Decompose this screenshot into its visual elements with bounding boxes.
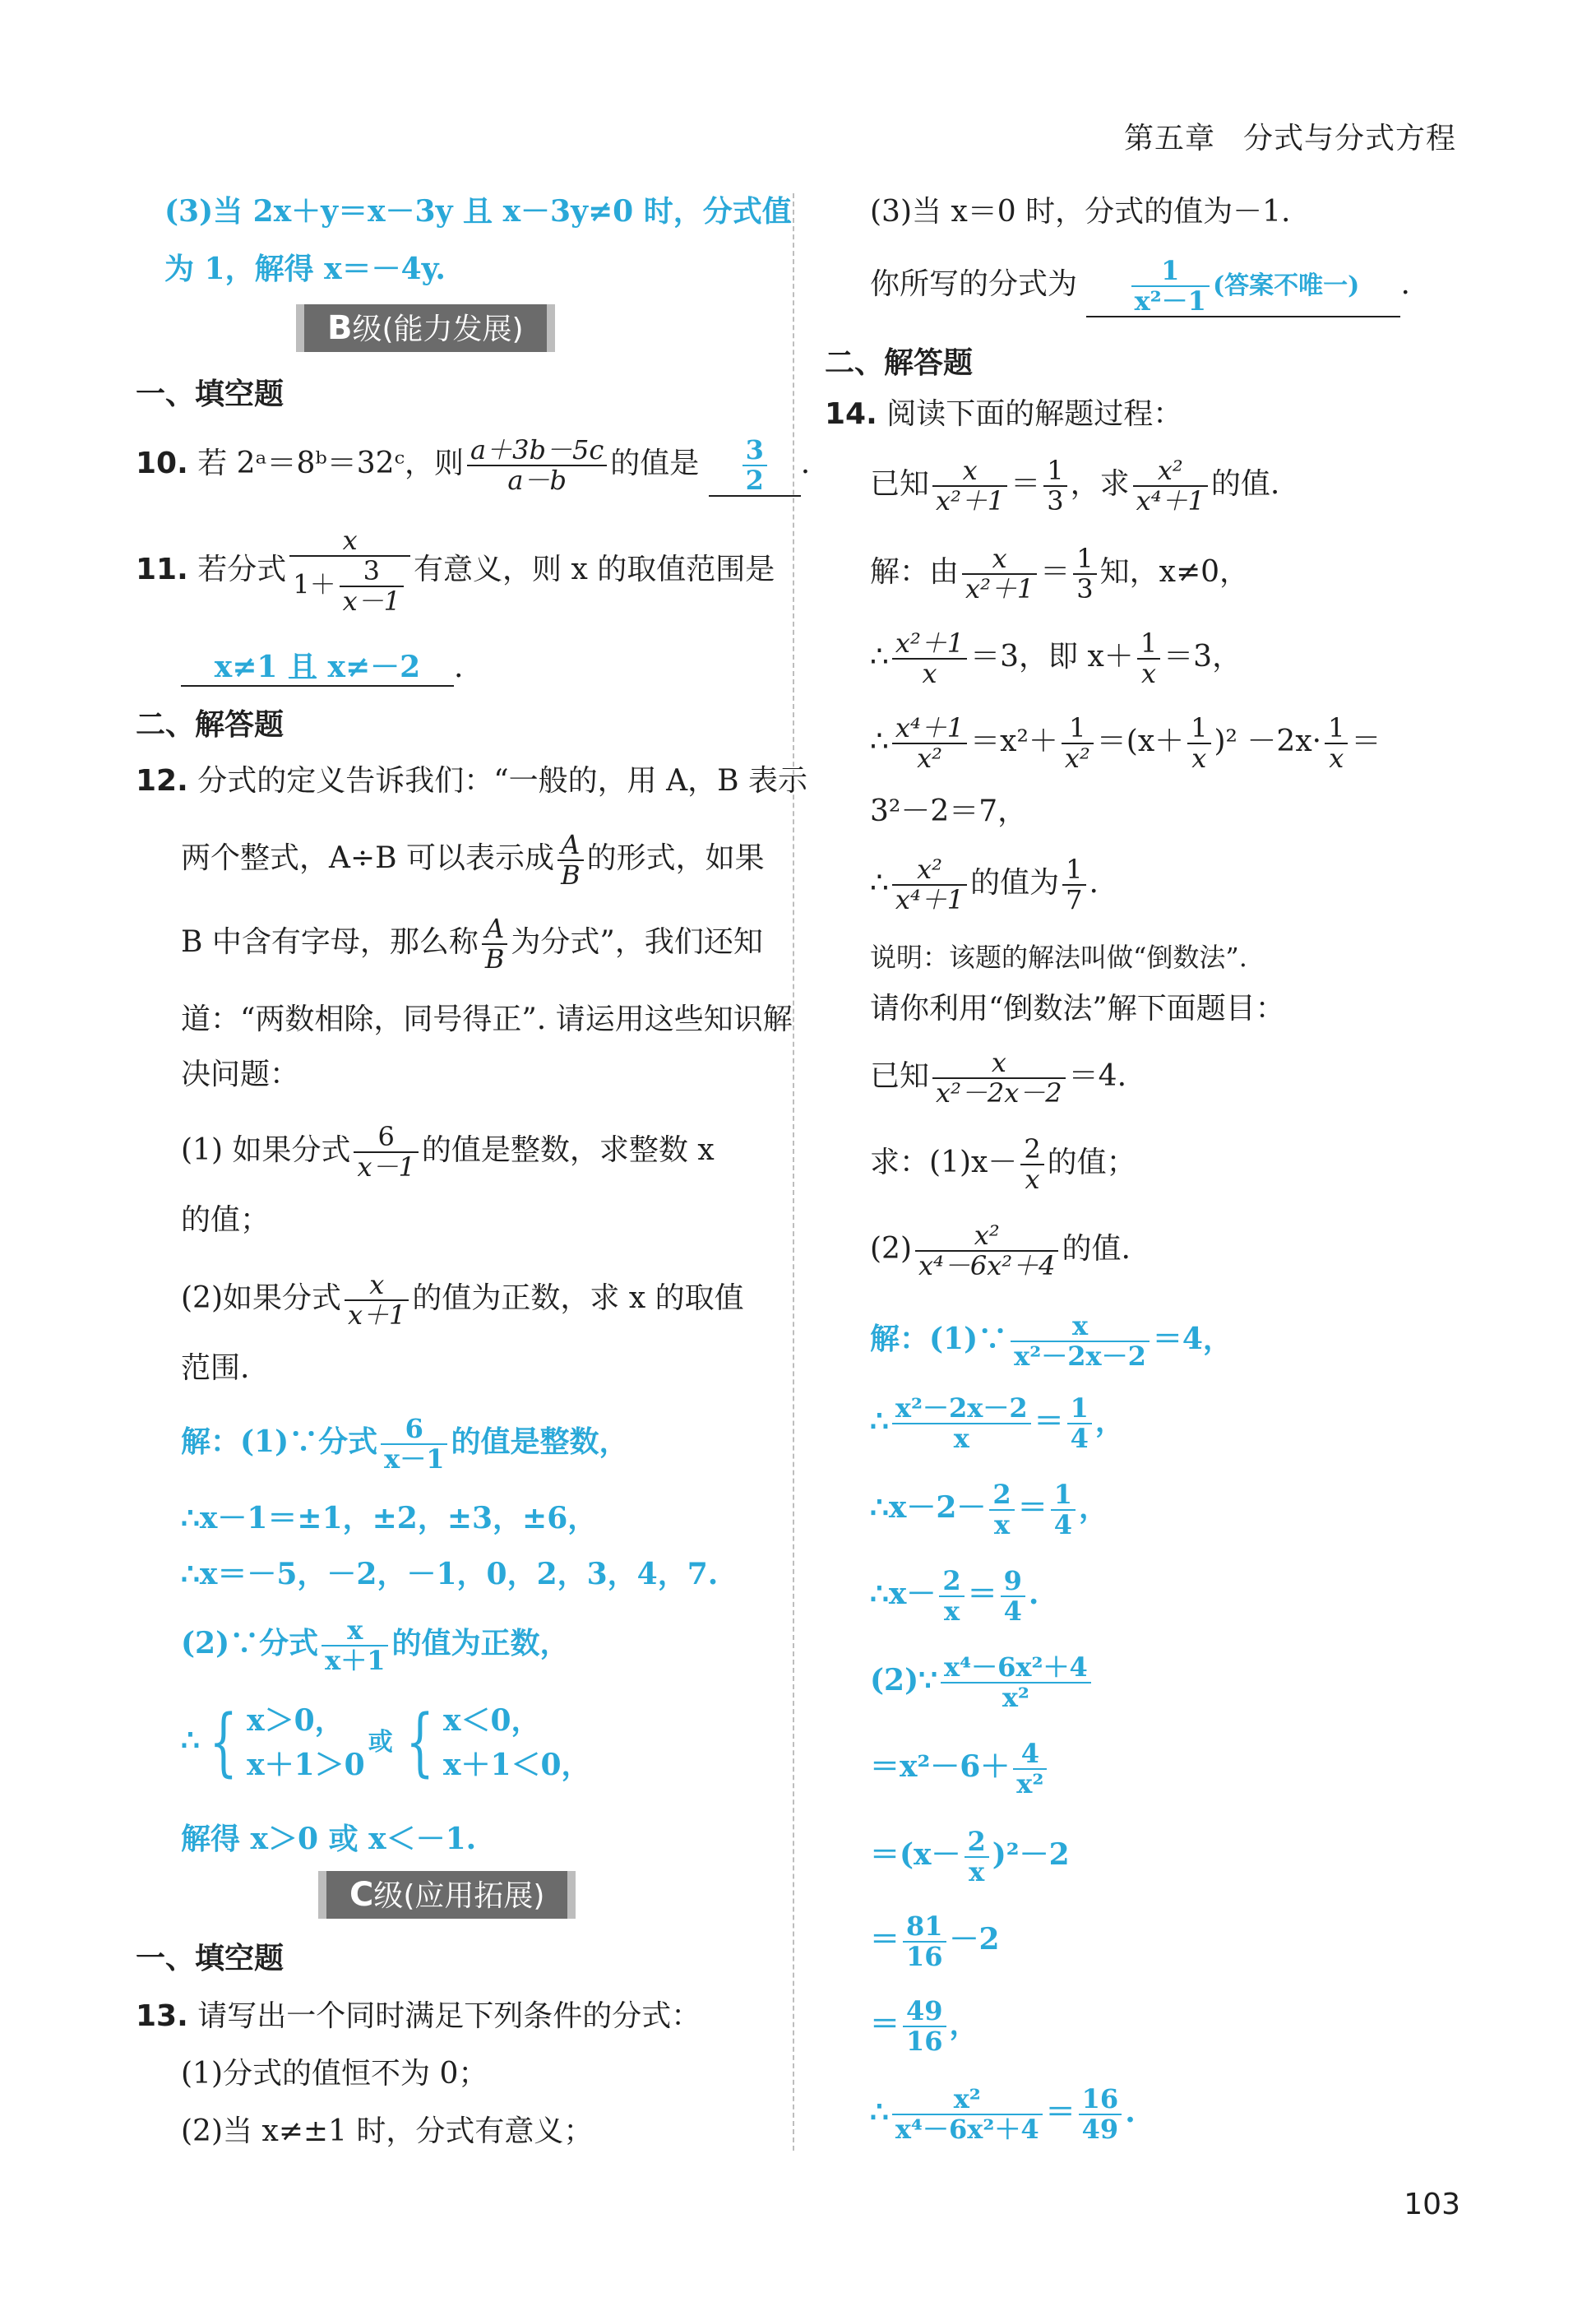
denominator: x²－2x－2 (936, 1077, 1062, 1109)
answer-part2-final (870, 2085, 1136, 2144)
numerator: x² (915, 1221, 1058, 1252)
answer-2-value (1067, 1394, 1092, 1453)
q12-solution-result: 解得 x＞0 或 x＜－1. (181, 1822, 477, 1856)
q14-given-fraction (932, 456, 1007, 516)
q10-denominator: a－b (507, 465, 567, 497)
section-answer-questions: 二、解答题 (136, 708, 285, 742)
q13-end: . (1400, 267, 1410, 302)
chapter-number: 第五章 (1123, 122, 1215, 155)
denominator: x (994, 1509, 1011, 1541)
q12-solution-1-text: 解：(1)∵分式 (181, 1424, 378, 1460)
q10-text: 若 2ᵃ＝8ᵇ＝32ᶜ，则 (197, 447, 465, 481)
q13-answer-denominator: x²－1 (1134, 285, 1206, 317)
q10-answer-blank (709, 436, 801, 497)
question-number: 12. (136, 764, 188, 798)
q14-step-4 (870, 855, 1099, 915)
answer-4-fraction (939, 1567, 964, 1626)
q12-part2 (181, 1271, 744, 1330)
q14-request-2 (870, 1221, 1131, 1281)
denominator: x (1329, 743, 1344, 775)
denominator: x (943, 1595, 960, 1628)
therefore: ∴ (870, 725, 889, 759)
q10-end: . (800, 447, 811, 481)
denominator: x (922, 658, 937, 690)
q12-part1-text: (1) 如果分式 (181, 1133, 351, 1168)
q11-text-post: 有意义，则 x 的取值范围是 (414, 552, 775, 586)
denominator: x⁴－6x²＋4 (895, 2114, 1039, 2146)
question-number: 13. (136, 1999, 188, 2033)
q14-given (870, 456, 1279, 516)
q11-end: . (454, 651, 464, 684)
denominator: x²－2x－2 (1014, 1341, 1146, 1373)
q12-solution-3: ∴x＝－5，－2，－1，0，2，3，4，7. (181, 1557, 719, 1591)
q12-solution-1 (181, 1415, 629, 1474)
therefore: ∴ (870, 1404, 889, 1439)
numerator: 1 (1062, 855, 1085, 886)
answer-2-fraction (892, 1394, 1031, 1453)
q12-solution-4-denominator: x＋1 (325, 1645, 386, 1677)
numerator: 1 (1062, 714, 1094, 744)
q10-fraction (467, 436, 607, 495)
step-2-mid: ＝3，即 x＋ (970, 640, 1134, 674)
numerator: x⁴－6x²＋4 (941, 1653, 1091, 1683)
q11-inner-numerator: 3 (340, 557, 404, 587)
denominator: 49 (1081, 2114, 1119, 2146)
denominator: x²＋1 (936, 485, 1005, 517)
numerator: 16 (1079, 2085, 1122, 2115)
q14-goal-fraction (1133, 456, 1208, 516)
system-a (247, 1698, 365, 1787)
or-word: 或 (368, 1728, 393, 1757)
q12-line3 (181, 915, 763, 974)
numerator: 1 (1187, 714, 1210, 744)
q12-fraction-numerator: A (482, 915, 508, 945)
q12-line2 (181, 831, 765, 890)
q14-given-pre: 已知 (870, 467, 930, 502)
q12-solution-1-numerator: 6 (381, 1415, 447, 1445)
therefore: ∴ (870, 640, 889, 674)
numerator: 2 (1020, 1135, 1043, 1165)
q13-answer-line (870, 257, 1410, 317)
q12-fraction-denominator: B (561, 859, 581, 892)
q14-step-2 (870, 629, 1242, 688)
q12-solution-4-post: 的值为正数， (391, 1626, 570, 1661)
step-1-fraction (962, 544, 1037, 604)
part2-final-fraction (892, 2085, 1043, 2144)
question-10 (136, 436, 810, 497)
section-answer-questions-2: 二、解答题 (825, 346, 974, 380)
request-2-fraction (915, 1221, 1058, 1281)
denominator: 4 (1053, 1509, 1072, 1541)
answer-3-end: ， (1078, 1490, 1108, 1526)
answer-step-3 (870, 1480, 1108, 1540)
numerator: 81 (903, 1912, 946, 1943)
step-3-m2: ＝(x＋ (1096, 725, 1185, 759)
numerator: 2 (989, 1480, 1014, 1511)
q10-answer-numerator: 3 (742, 436, 767, 466)
q10-answer-denominator: 2 (745, 465, 764, 497)
step-3-end: ＝ (1351, 725, 1381, 759)
q12-part1-denominator: x－1 (357, 1151, 415, 1183)
denominator: x (1025, 1164, 1040, 1196)
q11-answer-blank: x≠1 且 x≠－2 (181, 650, 454, 687)
answer-4-value (1001, 1567, 1025, 1626)
page-number: 103 (1404, 2188, 1460, 2221)
equals: ＝ (1017, 1490, 1048, 1526)
q12-line4: 道：“两数相除，同号得正”. 请运用这些知识解 (181, 1003, 793, 1036)
q13-condition-1: (1)分式的值恒不为 0； (181, 2057, 488, 2091)
part2-step5-post: ， (949, 2007, 979, 2042)
q13-answer-prompt: 你所写的分式为 (870, 267, 1078, 302)
numerator: 1 (1051, 1480, 1076, 1511)
step-3-fraction-b (1187, 714, 1210, 773)
numerator: 9 (1001, 1567, 1025, 1597)
q14-note: 说明：该题的解法叫做“倒数法”. (870, 942, 1247, 973)
system-b-row1: x＜0， (443, 1703, 541, 1738)
step-2-fraction (892, 629, 967, 688)
part2-step3-pre: ＝(x－ (870, 1837, 961, 1873)
q9-part3-answer-line2: 为 1，解得 x＝－4y. (164, 252, 446, 286)
q12-solution-2: ∴x－1＝±1，±2，±3，±6， (181, 1501, 598, 1535)
answer-part2-step-1 (870, 1653, 1094, 1712)
answer-4-end: . (1028, 1577, 1039, 1612)
q12-solution-4-fraction (322, 1616, 388, 1675)
denominator: 3 (1076, 573, 1094, 605)
level-c-label: 级(应用拓展) (373, 1879, 545, 1913)
part2-final-value (1079, 2085, 1122, 2144)
part2-step5-pre: ＝ (870, 2007, 900, 2042)
part2-step3-fraction (965, 1827, 989, 1887)
denominator: x² (1002, 1682, 1029, 1714)
part2-step2-pre: ＝x²－6＋ (870, 1749, 1011, 1785)
q14-ask: 请你利用“倒数法”解下面题目： (870, 992, 1285, 1026)
q11-answer-line (181, 650, 463, 687)
denominator: 7 (1066, 884, 1083, 916)
q14-step-3 (870, 714, 1381, 773)
denominator: x⁴－6x²＋4 (918, 1250, 1056, 1282)
q12-part1-post: 的值是整数，求整数 x (421, 1133, 715, 1168)
answer-step-1 (870, 1312, 1233, 1371)
therefore-symbol: ∴ (181, 1723, 200, 1758)
q12-text-3: B 中含有字母，那么称 (181, 925, 479, 960)
request-1-post: 的值； (1047, 1146, 1136, 1180)
section-fill-blank: 一、填空题 (136, 377, 285, 411)
q14-text: 阅读下面的解题过程： (886, 397, 1183, 431)
numerator: x² (1133, 456, 1208, 487)
chapter-header (1124, 115, 1456, 157)
step-1-value (1073, 544, 1096, 604)
q12-solution-system (181, 1698, 591, 1787)
q12-fraction-ab (557, 831, 584, 890)
equals: ＝ (967, 1577, 997, 1612)
numerator: x (962, 544, 1037, 575)
q12-part1 (181, 1123, 715, 1182)
q14-given-value (1043, 456, 1066, 516)
q12-part2-fraction (345, 1271, 409, 1330)
answer-part2-step-3 (870, 1827, 1070, 1887)
step-3-m1: ＝x²＋ (970, 725, 1058, 759)
left-brace: { (209, 1699, 238, 1785)
denominator: 4 (1070, 1423, 1089, 1455)
answer-step-2 (870, 1394, 1125, 1453)
q12-text-2: 两个整式，A÷B 可以表示成 (181, 841, 555, 876)
step-3-fraction-a (1062, 714, 1094, 773)
step-4-mid: 的值为 (970, 866, 1060, 901)
numerator: 1 (1325, 714, 1348, 744)
q12-text-3-post: 为分式”，我们还知 (511, 925, 763, 960)
q12-fraction-numerator: A (557, 831, 584, 861)
question-14 (825, 396, 1182, 432)
equals: ＝ (1011, 467, 1041, 502)
q11-text: 若分式 (197, 552, 287, 586)
q13-condition-3: (3)当 x＝0 时，分式的值为－1. (870, 195, 1291, 229)
q11-fraction (289, 526, 410, 617)
numerator: 1 (1067, 1394, 1092, 1424)
system-a-row1: x＞0， (247, 1703, 345, 1738)
q12-fraction-ab-2 (482, 915, 508, 974)
denominator: 16 (906, 2026, 943, 2058)
q14-new-given (870, 1049, 1126, 1108)
denominator: x⁴＋1 (1136, 485, 1205, 517)
part2-final-end: . (1125, 2095, 1136, 2130)
request-2-post: 的值. (1062, 1232, 1131, 1267)
numerator: x² (892, 2085, 1043, 2115)
q12-part2-numerator: x (345, 1271, 409, 1301)
numerator: x² (892, 855, 967, 886)
question-number: 14. (825, 397, 877, 431)
denominator: 3 (1047, 485, 1064, 517)
section-fill-blank-c: 一、填空题 (136, 1942, 285, 1975)
q11-denominator (289, 557, 410, 616)
therefore: ∴ (870, 866, 889, 901)
answer-1-post: ＝4， (1152, 1322, 1233, 1357)
q13-text: 请写出一个同时满足下列条件的分式： (197, 1999, 701, 2033)
answer-3-value (1051, 1480, 1076, 1540)
answer-1-fraction (1011, 1312, 1150, 1371)
step-4-value (1062, 855, 1085, 915)
q12-solution-4-text: (2)∵分式 (181, 1626, 319, 1661)
step-3-fraction-c (1325, 714, 1348, 773)
answer-step-4 (870, 1567, 1039, 1626)
q12-part2-post: 的值为正数，求 x 的取值 (412, 1281, 744, 1316)
step-3-m3: )² －2x· (1214, 725, 1322, 759)
left-brace: { (405, 1699, 434, 1785)
q12-part1-line2: 的值； (181, 1203, 271, 1237)
numerator: x (1011, 1312, 1150, 1342)
q12-solution-1-fraction (381, 1415, 447, 1474)
numerator: 2 (939, 1567, 964, 1597)
denominator: 16 (906, 1941, 943, 1973)
answer-1-pre: 解：(1)∵ (870, 1322, 1008, 1357)
denominator: x (1140, 658, 1157, 690)
question-13 (136, 1998, 701, 2034)
q12-fraction-denominator: B (484, 943, 505, 975)
new-given-fraction (932, 1049, 1066, 1108)
q13-answer-numerator: 1 (1131, 257, 1210, 287)
part2-step3-post: )²－2 (992, 1837, 1070, 1873)
answer-part2-step-4 (870, 1912, 1000, 1971)
q12-part2-text: (2)如果分式 (181, 1281, 341, 1316)
part2-step5-fraction (903, 1997, 946, 2056)
step-2-fraction-b (1137, 629, 1160, 688)
denominator: x (1191, 743, 1207, 775)
numerator: 2 (965, 1827, 989, 1858)
answer-part2-step-2 (870, 1739, 1050, 1799)
q9-part3-answer-line1: (3)当 2x＋y＝x－3y 且 x－3y≠0 时，分式值 (164, 194, 792, 229)
q10-text-post: 的值是 (610, 447, 700, 481)
denominator: x² (1016, 1768, 1044, 1800)
q14-request-1 (870, 1135, 1136, 1194)
system-b (443, 1698, 591, 1787)
request-2-pre: (2) (870, 1232, 912, 1267)
numerator: 49 (903, 1997, 946, 2027)
denominator: x²＋1 (965, 573, 1034, 605)
q13-condition-2: (2)当 x≠±1 时，分式有意义； (181, 2114, 594, 2148)
step-3-fraction (892, 714, 967, 773)
q11-inner-denominator: x－1 (342, 586, 401, 618)
numerator: x (932, 456, 1007, 487)
numerator: 1 (1073, 544, 1096, 575)
q12-solution-1-denominator: x－1 (384, 1443, 445, 1475)
q12-solution-4 (181, 1616, 570, 1675)
part2-fraction (941, 1653, 1091, 1712)
numerator: 1 (1043, 456, 1066, 487)
answer-2-end: ， (1094, 1404, 1125, 1439)
denominator: x² (917, 743, 942, 775)
q10-numerator: a＋3b－5c (467, 436, 607, 466)
new-given-pre: 已知 (870, 1059, 930, 1094)
q11-denominator-lead: 1＋ (293, 568, 336, 600)
part2-step4-fraction (903, 1912, 946, 1971)
equals: ＝ (1045, 2095, 1076, 2130)
q11-numerator: x (289, 526, 410, 557)
request-1-fraction (1020, 1135, 1043, 1194)
q12-text-1: 分式的定义告诉我们：“一般的，用 A，B 表示 (197, 764, 807, 798)
level-b-label: 级(能力发展) (352, 313, 524, 346)
question-number: 10. (136, 447, 188, 481)
answer-part2-step-5 (870, 1997, 979, 2056)
q12-part2-line2: 范围. (181, 1351, 250, 1385)
numerator: 1 (1137, 629, 1160, 660)
q10-answer-fraction (742, 436, 767, 495)
q12-solution-1-post: 的值是整数， (451, 1424, 629, 1460)
answer-3-fraction (989, 1480, 1014, 1540)
step-2-post: ＝3， (1163, 640, 1242, 674)
therefore: ∴ (870, 2095, 889, 2130)
part2-step4-pre: ＝ (870, 1922, 900, 1957)
q12-part1-fraction (354, 1123, 418, 1182)
system-b-row2: x＋1＜0， (443, 1748, 591, 1782)
denominator: 4 (1003, 1595, 1022, 1628)
q14-given-post: 的值. (1210, 467, 1280, 502)
numerator: x²＋1 (892, 629, 967, 660)
level-b-letter: B (327, 309, 353, 347)
numerator: x (932, 1049, 1066, 1079)
denominator: x² (1064, 743, 1090, 775)
q14-step-1 (870, 544, 1249, 604)
step-1-post: 知，x≠0， (1099, 555, 1250, 590)
q11-inner-fraction (340, 557, 404, 616)
numerator: x⁴＋1 (892, 714, 967, 744)
denominator: x⁴＋1 (895, 884, 965, 916)
q13-answer-note: (答案不唯一) (1212, 271, 1360, 301)
numerator: x²－2x－2 (892, 1394, 1031, 1424)
q12-text-2-post: 的形式，如果 (586, 841, 765, 876)
request-1-pre: 求：(1)x－ (870, 1146, 1018, 1180)
level-c-letter: C (349, 1876, 374, 1914)
level-b-badge (296, 304, 555, 352)
new-given-post: ＝4. (1068, 1059, 1127, 1094)
q14-given-mid: ，求 (1070, 467, 1130, 502)
question-11 (136, 526, 775, 617)
equals: ＝ (1034, 1404, 1064, 1439)
level-c-badge (318, 1871, 576, 1919)
q13-answer-fraction (1131, 257, 1210, 316)
step-1-pre: 解：由 (870, 555, 960, 590)
q12-solution-4-numerator: x (322, 1616, 388, 1646)
chapter-title: 分式与分式方程 (1242, 122, 1456, 155)
step-4-fraction (892, 855, 967, 915)
q12-line5: 决问题： (181, 1058, 300, 1091)
denominator: x (969, 1856, 985, 1888)
q13-answer-blank (1086, 257, 1400, 317)
numerator: 4 (1013, 1739, 1047, 1770)
system-a-row2: x＋1＞0 (247, 1748, 365, 1782)
answer-4-pre: ∴x－ (870, 1577, 937, 1612)
denominator: x (953, 1423, 969, 1455)
step-4-end: . (1089, 866, 1099, 901)
q12-line1 (136, 763, 807, 799)
q12-part2-denominator: x＋1 (348, 1299, 406, 1331)
q12-part1-numerator: 6 (354, 1123, 418, 1153)
question-number: 11. (136, 552, 188, 586)
q14-step-3-cont: 3²－2＝7， (870, 794, 1028, 828)
part2-step2-fraction (1013, 1739, 1047, 1799)
part2-pre: (2)∵ (870, 1663, 938, 1698)
part2-step4-post: －2 (949, 1922, 1000, 1957)
answer-3-pre: ∴x－2－ (870, 1490, 987, 1526)
equals: ＝ (1040, 555, 1071, 590)
